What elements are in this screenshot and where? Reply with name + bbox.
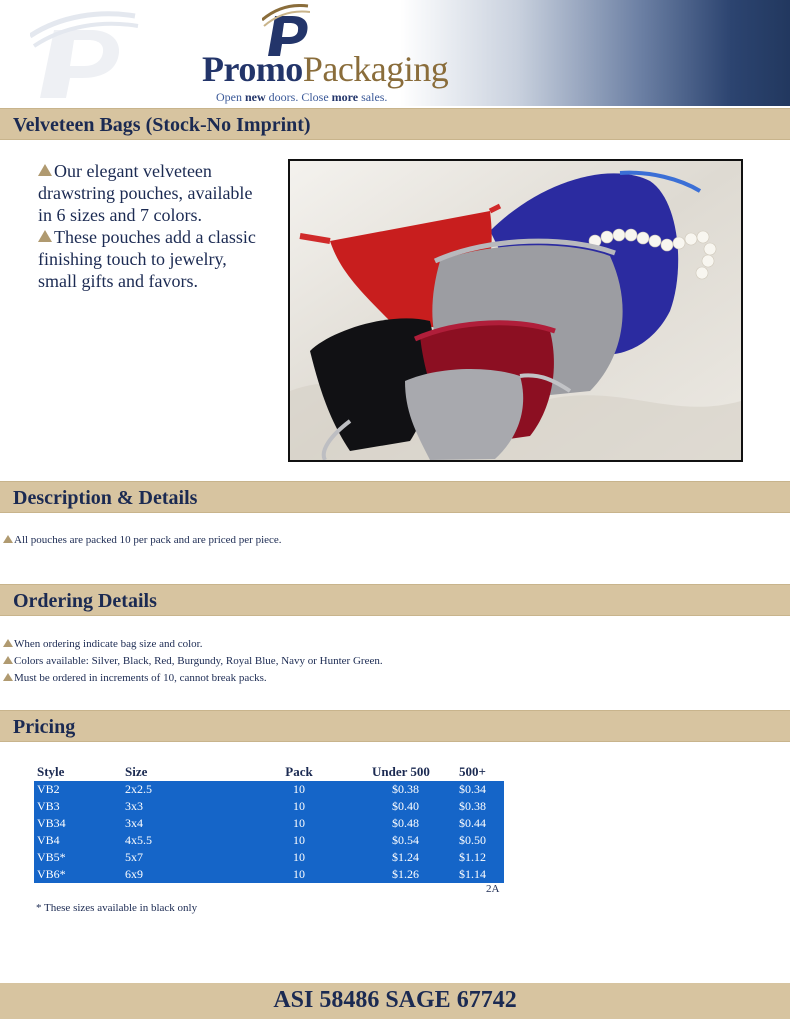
column-header: 500+ <box>459 764 486 779</box>
table-cell: 10 <box>293 799 305 813</box>
table-cell: $0.38 <box>392 782 419 796</box>
brand-word-promo: Promo <box>202 49 303 89</box>
tagline-part: sales. <box>358 90 388 104</box>
intro-bullet-text: Our elegant velveteen drawstring pouches, available in 6 sizes and 7 colors. <box>38 161 253 225</box>
triangle-bullet-icon <box>38 164 52 176</box>
tagline-part: doors. Close <box>265 90 332 104</box>
table-cell: $1.24 <box>392 850 419 864</box>
section-title: Pricing <box>13 716 76 738</box>
section-title: Description & Details <box>13 487 198 509</box>
ordering-bullet <box>3 672 267 684</box>
description-bullet-text: All pouches are packed 10 per pack and are priced per piece. <box>14 534 282 546</box>
table-cell: 6x9 <box>125 867 143 881</box>
tagline-part: Open <box>216 90 245 104</box>
header-gradient-band <box>400 0 790 106</box>
table-cell: 10 <box>293 833 305 847</box>
ordering-bullet-text: When ordering indicate bag size and color. <box>14 638 203 650</box>
table-cell: $0.40 <box>392 799 419 813</box>
section-bar-pricing <box>0 710 790 742</box>
velveteen-bags-illustration <box>290 161 741 460</box>
intro-bullet-text: These pouches add a classic finishing touch to jewelry, small gifts and favors. <box>38 227 256 291</box>
table-cell: $0.48 <box>392 816 419 830</box>
triangle-bullet-icon <box>3 639 13 647</box>
table-cell: 5x7 <box>125 850 143 864</box>
section-bar-ordering <box>0 584 790 616</box>
section-bar-description <box>0 481 790 513</box>
table-header-row <box>34 764 504 781</box>
table-cell: $1.26 <box>392 867 419 881</box>
triangle-bullet-icon <box>3 656 13 664</box>
table-cell: $0.34 <box>459 782 486 796</box>
tagline-part: more <box>331 90 359 104</box>
tagline-part: new <box>245 90 266 104</box>
table-cell: VB5* <box>37 850 66 864</box>
triangle-bullet-icon <box>38 230 52 242</box>
intro-text <box>38 160 258 292</box>
table-row <box>34 849 504 866</box>
table-cell: 3x4 <box>125 816 143 830</box>
table-cell: $0.38 <box>459 799 486 813</box>
triangle-bullet-icon <box>3 673 13 681</box>
table-row <box>34 781 504 798</box>
table-cell: 4x5.5 <box>125 833 152 847</box>
table-cell: VB3 <box>37 799 60 813</box>
ordering-bullet <box>3 655 383 667</box>
table-row <box>34 866 504 883</box>
table-cell: 10 <box>293 782 305 796</box>
table-cell: 3x3 <box>125 799 143 813</box>
table-cell: 10 <box>293 850 305 864</box>
table-cell: VB4 <box>37 833 60 847</box>
column-header: Size <box>125 764 148 779</box>
table-cell: $1.12 <box>459 850 486 864</box>
brand-word-packaging: Packaging <box>302 49 449 89</box>
section-title: Velveteen Bags (Stock-No Imprint) <box>13 114 311 136</box>
product-photo <box>288 159 743 462</box>
section-bar-intro <box>0 108 790 140</box>
pricing-table <box>34 764 504 883</box>
table-cell: 10 <box>293 867 305 881</box>
table-cell: 2x2.5 <box>125 782 152 796</box>
table-row <box>34 832 504 849</box>
table-row <box>34 815 504 832</box>
triangle-bullet-icon <box>3 535 13 543</box>
table-cell: $0.50 <box>459 833 486 847</box>
brand-wordmark <box>202 48 448 90</box>
table-cell: VB6* <box>37 867 66 881</box>
watermark-p-logo <box>30 6 140 106</box>
table-cell: 10 <box>293 816 305 830</box>
footer-bar <box>0 983 790 1019</box>
table-cell: VB34 <box>37 816 66 830</box>
column-header: Style <box>37 764 65 779</box>
table-cell: VB2 <box>37 782 60 796</box>
ordering-bullet-text: Must be ordered in increments of 10, cannot break packs. <box>14 672 267 684</box>
description-bullet <box>3 534 282 546</box>
table-cell: $1.14 <box>459 867 486 881</box>
pricing-footnote: * These sizes available in black only <box>36 902 198 914</box>
column-header: Under 500 <box>372 764 430 779</box>
column-header: Pack <box>285 764 313 779</box>
footer-asi-sage: ASI 58486 SAGE 67742 <box>273 987 517 1013</box>
intro-bullet <box>38 226 258 292</box>
header <box>0 0 790 106</box>
tagline <box>216 90 387 105</box>
ordering-bullet-text: Colors available: Silver, Black, Red, Burgundy, Royal Blue, Navy or Hunter Green. <box>14 655 383 667</box>
section-title: Ordering Details <box>13 590 157 612</box>
table-row <box>34 798 504 815</box>
table-cell: $0.44 <box>459 816 486 830</box>
page-code: 2A <box>486 883 500 895</box>
intro-bullet <box>38 160 258 226</box>
table-cell: $0.54 <box>392 833 419 847</box>
ordering-bullet <box>3 638 202 650</box>
